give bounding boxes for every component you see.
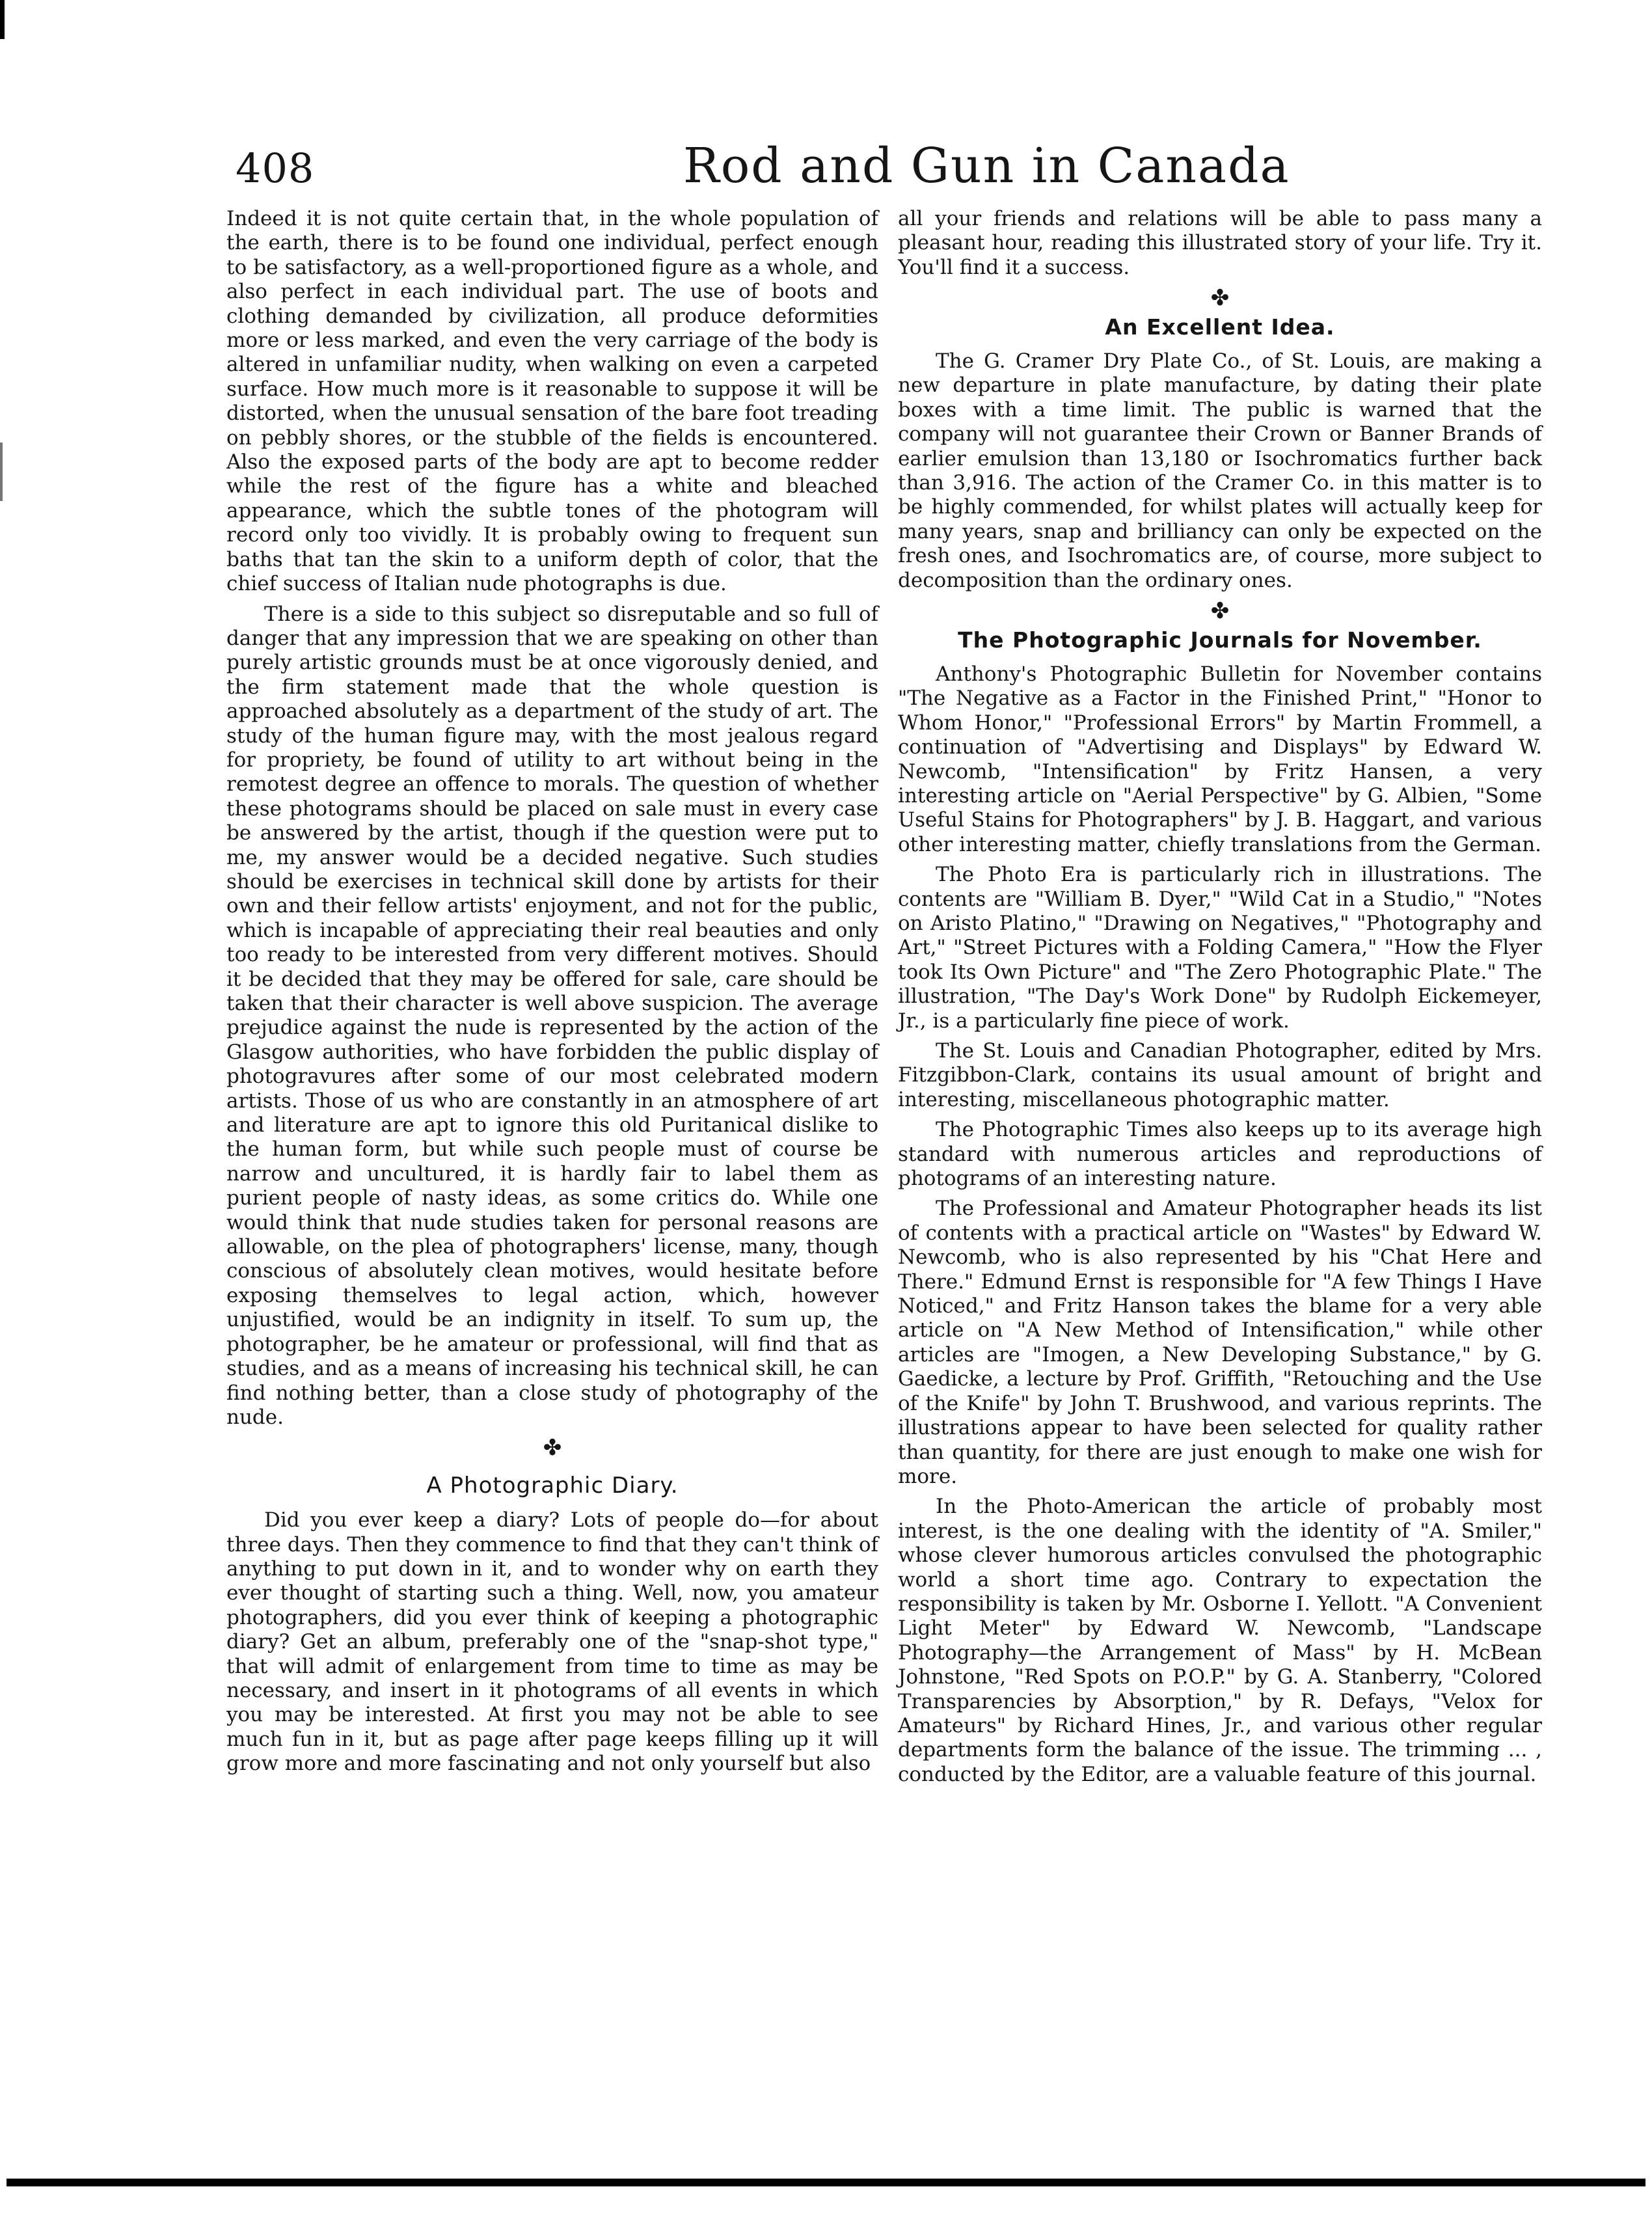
article-paragraph: The Photo Era is particularly rich in illustrations. The contents are "William B. Dyer," "Wild Cat in a Studio," "Notes on Aristo Platino," "Drawing on Negatives," "Photography and Art," "Street Pictures with a Folding Camera," "How the Flyer took Its Own Picture" and "The Zero Photographic Plate." The illustration, "The Day's Work Done" by Rudolph Eickemeyer, Jr., is a particularly fine piece of work.: [898, 863, 1542, 1033]
article-paragraph: The St. Louis and Canadian Photographer, edited by Mrs. Fitzgibbon-Clark, contains its usual amount of bright and interesting, miscellaneous photographic matter.: [898, 1039, 1542, 1111]
article-paragraph: In the Photo-American the article of probably most interest, is the one dealing with the identity of "A. Smiler," whose clever humorous articles convulsed the photographic world a short time ago. Contrary to expectation the responsibility is taken by Mr. Osborne I. Yellott. "A Convenient Light Meter" by Edward W. Newcomb, "Landscape Photography—the Arrangement of Mass" by H. McBean Johnstone, "Red Spots on P.O.P." by G. A. Stanberry, "Colored Transparencies by Absorption," by R. Defays, "Velox for Amateurs" by Richard Hines, Jr., and various other regular departments form the balance of the issue. The trimming ... , conducted by the Editor, are a valuable feature of this journal.: [898, 1495, 1542, 1786]
article-paragraph: The G. Cramer Dry Plate Co., of St. Louis, are making a new departure in plate manufacture, by dating their plate boxes with a time limit. The public is warned that the company will not guarantee their Crown or Banner Brands of earlier emulsion than 13,180 or Isochromatics further back than 3,916. The action of the Cramer Co. in this matter is to be highly commended, for whilst plates will actually keep for many years, snap and brilliancy can only be expected on the fresh ones, and Isochromatics are, of course, more subject to decomposition than the ordinary ones.: [898, 349, 1542, 592]
left-column: [226, 207, 878, 1782]
right-column: [898, 207, 1542, 1793]
article-paragraph: Did you ever keep a diary? Lots of people do—for about three days. Then they commence to find that they can't think of anything to put down in it, and to wonder why on earth they ever thought of starting such a thing. Well, now, you amateur photographers, did you ever think of keeping a photographic diary? Get an album, preferably one of the "snap-shot type," that will admit of enlargement from time to time as may be necessary, and insert in it photograms of all events in which you may be interested. At first you may not be able to see much fun in it, but as page after page keeps filling up it will grow more and more fascinating and not only yourself but also: [226, 1508, 878, 1776]
article-paragraph: all your friends and relations will be able to pass many a pleasant hour, reading this illustrated story of your life. Try it. You'll find it a success.: [898, 207, 1542, 279]
section-heading: The Photographic Journals for November.: [958, 627, 1482, 653]
section-heading: An Excellent Idea.: [1105, 314, 1335, 340]
page-number: 408: [236, 144, 315, 192]
article-paragraph: Anthony's Photographic Bulletin for November contains "The Negative as a Factor in the Finished Print," "Honor to Whom Honor," "Professional Errors" by Martin Frommell, a continuation of "Advertising and Displays" by Edward W. Newcomb, "Intensification" by Fritz Hansen, a very interesting article on "Aerial Perspective" by G. Albien, "Some Useful Stains for Photographers" by J. B. Haggart, and various other interesting matter, chiefly translations from the German.: [898, 662, 1542, 856]
section-ornament: ✤: [1210, 285, 1230, 312]
scan-edge-mark: [0, 0, 5, 39]
bottom-rule: [7, 2179, 1645, 2186]
scan-edge-mark: [0, 442, 3, 501]
article-paragraph: Indeed it is not quite certain that, in the whole population of the earth, there is to be found one individual, perfect enough to be satisfactory, as a well-proportioned figure as a whole, and also perfect in each individual part. The use of boots and clothing demanded by civilization, all produce deformities more or less marked, and even the very carriage of the body is altered in unfamiliar nudity, when walking on even a carpeted surface. How much more is it reasonable to suppose it will be distorted, when the unusual sensation of the bare foot treading on pebbly shores, or the stubble of the fields is encountered. Also the exposed parts of the body are apt to become redder while the rest of the figure has a white and bleached appearance, which the subtle tones of the photogram will record only too vividly. It is probably owing to frequent sun baths that tan the skin to a uniform depth of color, that the chief success of Italian nude photographs is due.: [226, 207, 878, 596]
section-heading: A Photographic Diary.: [426, 1472, 679, 1499]
article-paragraph: There is a side to this subject so disreputable and so full of danger that any impression that we are speaking on other than purely artistic grounds must be at once vigorously denied, and the firm statement made that the whole question is approached absolutely as a department of the study of art. The study of the human figure may, with the most jealous regard for propriety, be found of utility to art without being in the remotest degree an offence to morals. The question of whether these photograms should be placed on sale must in every case be answered by the artist, though if the question were put to me, my answer would be a decided negative. Such studies should be exercises in technical skill done by artists for their own and their fellow artists' enjoyment, and not for the public, which is incapable of appreciating their real beauties and only too ready to be interested from very different motives. Should it be decided that they may be offered for sale, care should be taken that their character is well above suspicion. The average prejudice against the nude is represented by the action of the Glasgow authorities, who have forbidden the public display of photogravures after some of our most celebrated modern artists. Those of us who are constantly in an atmosphere of art and literature are apt to ignore this old Puritanical dislike to the human form, but while such people must of course be narrow and uncultured, it is hardly fair to label them as purient people of nasty ideas, as some critics do. While one would think that nude studies taken for personal reasons are allowable, on the plea of photographers' license, many, though conscious of absolutely clean motives, would hesitate before exposing themselves to legal action, which, however unjustified, would be an indignity in itself. To sum up, the photographer, be he amateur or professional, will find that as studies, and as a means of increasing his technical skill, he can find nothing better, than a close study of photography of the nude.: [226, 602, 878, 1429]
section-ornament: ✤: [1210, 598, 1230, 625]
section-ornament: ✤: [543, 1435, 562, 1462]
running-title: Rod and Gun in Canada: [683, 138, 1290, 194]
article-paragraph: The Professional and Amateur Photographer heads its list of contents with a practical article on "Wastes" by Edward W. Newcomb, who is also represented by his "Chat Here and There." Edmund Ernst is responsible for "A few Things I Have Noticed," and Fritz Hanson takes the blame for a very able article on "A New Method of Intensification," while other articles are "Imogen, a New Developing Substance," by G. Gaedicke, a lecture by Prof. Griffith, "Retouching and the Use of the Knife" by John T. Brushwood, and various reprints. The illustrations appear to have been selected for quality rather than quantity, for there are just enough to make one wish for more.: [898, 1197, 1542, 1488]
article-paragraph: The Photographic Times also keeps up to its average high standard with numerous articles and reproductions of photograms of an interesting nature.: [898, 1118, 1542, 1191]
